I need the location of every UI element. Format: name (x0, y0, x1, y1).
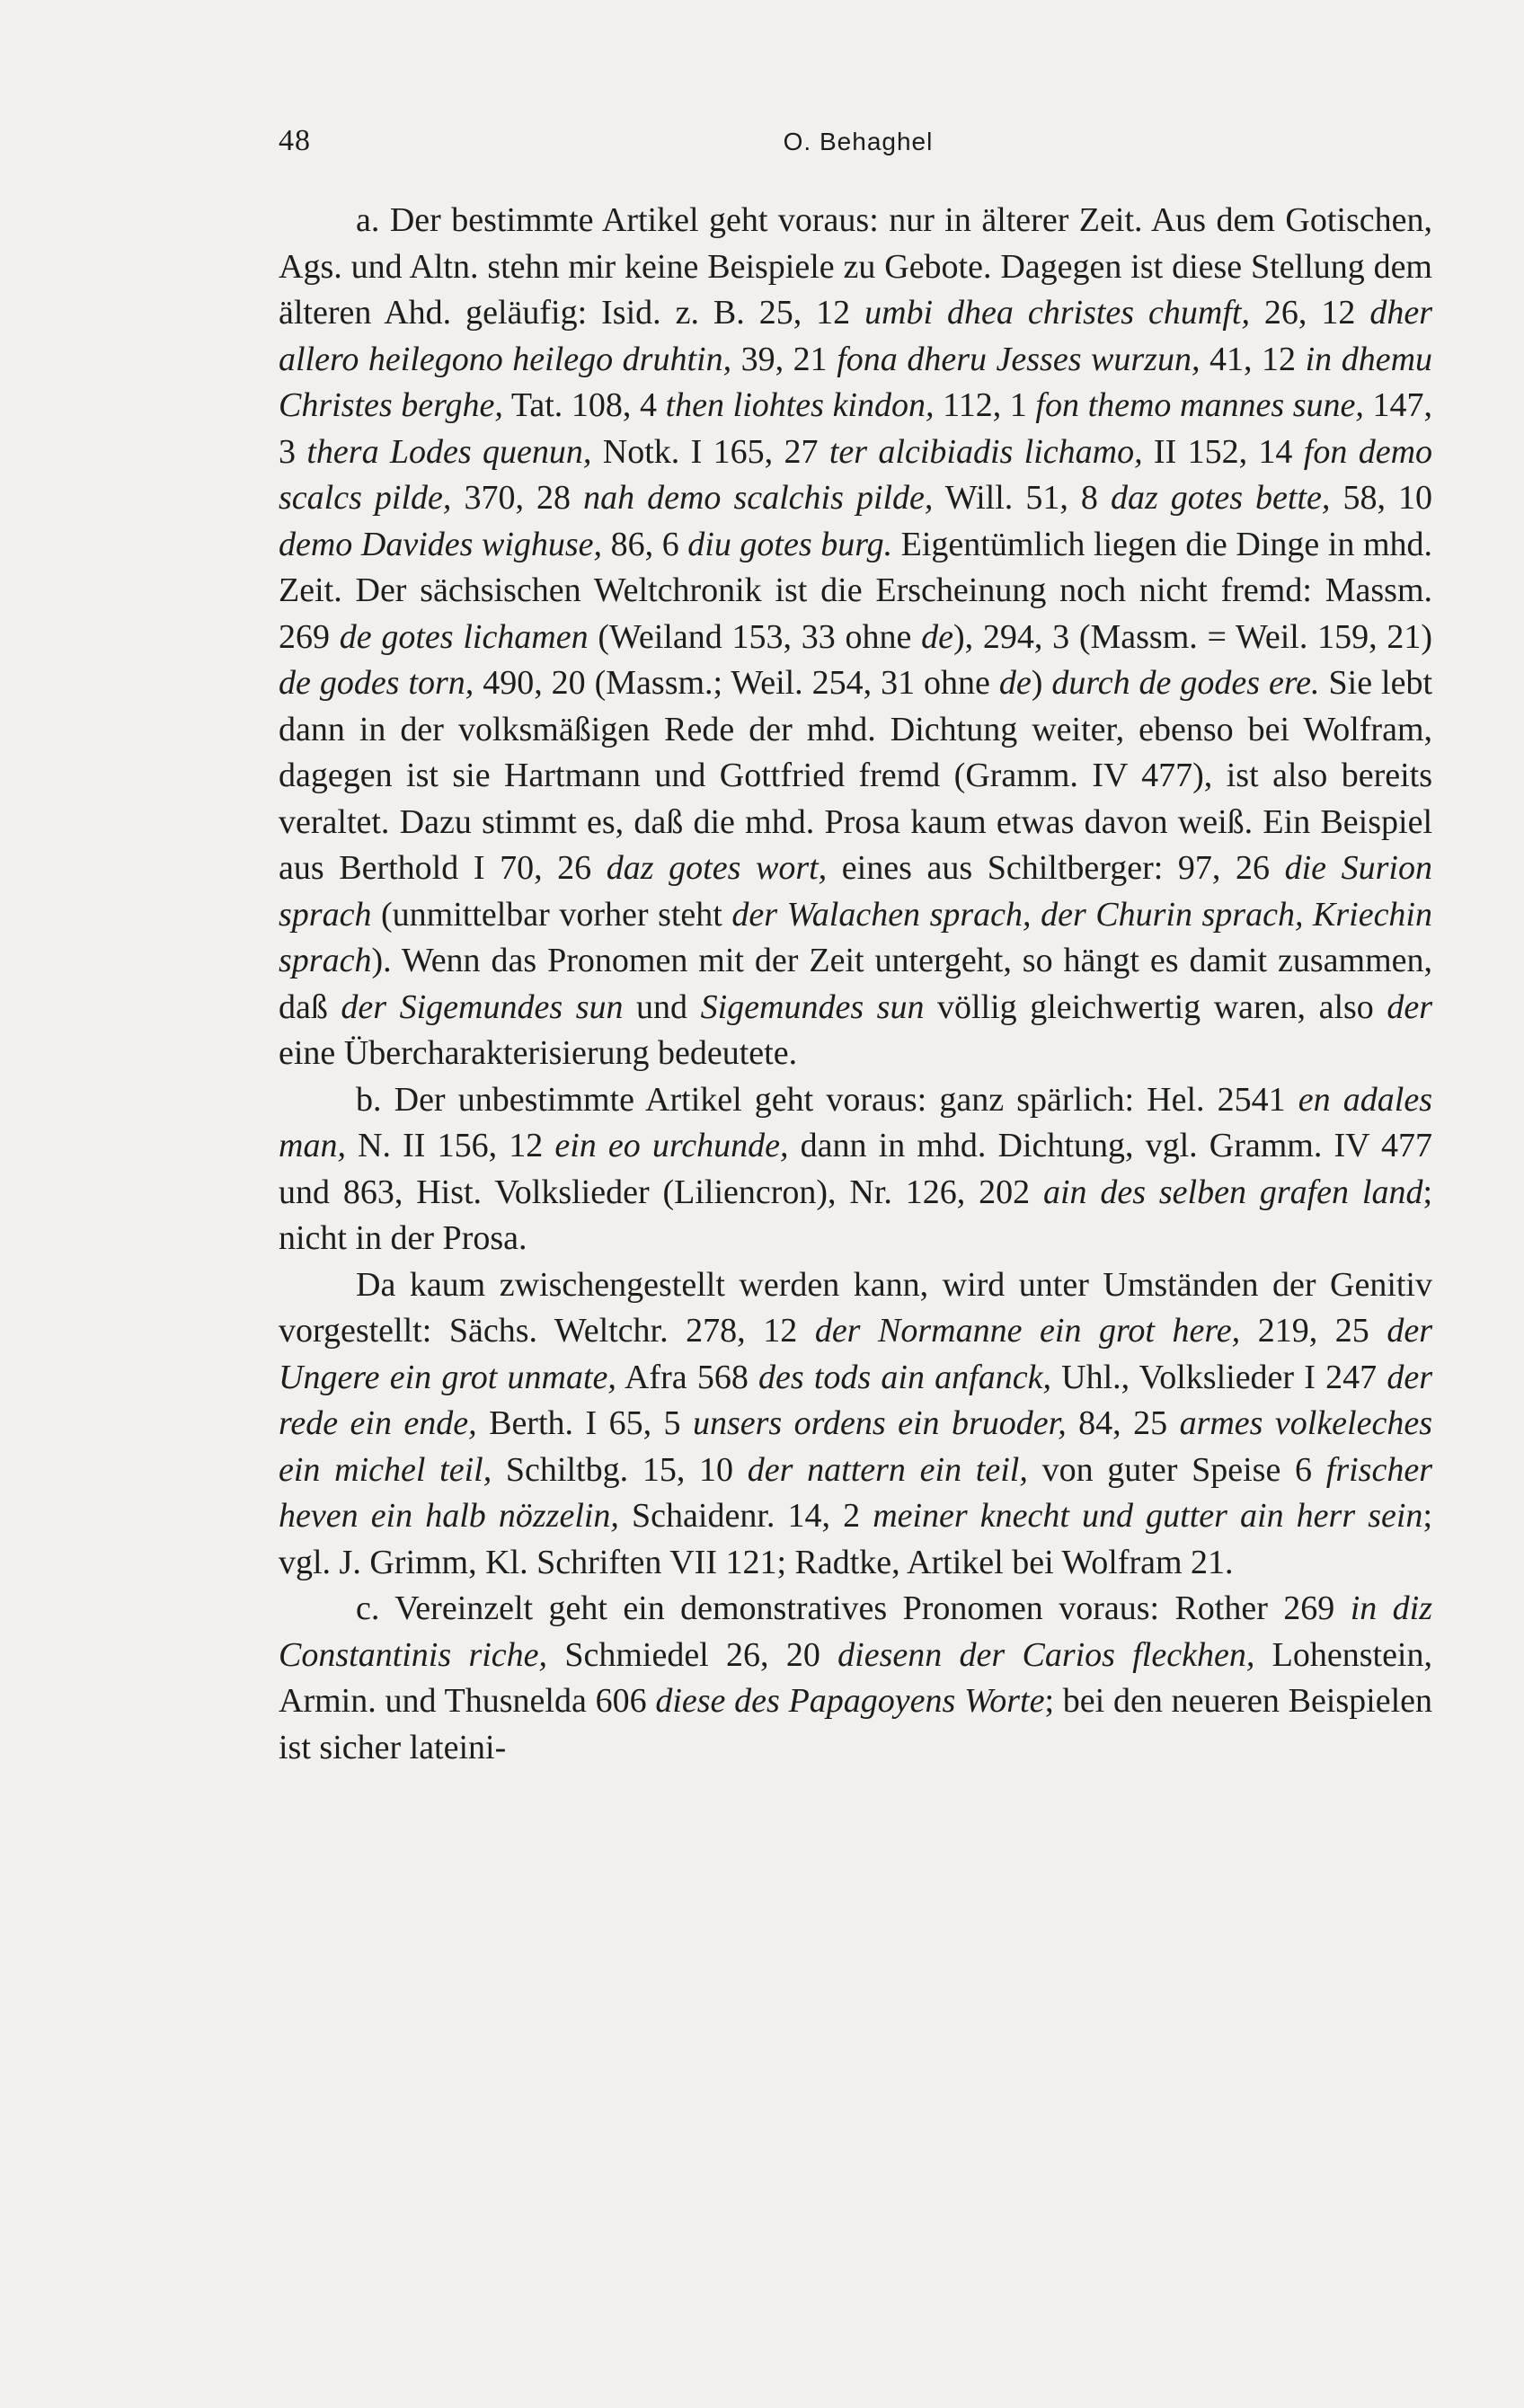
text-run: b. Der unbestimmte Artikel geht voraus: ganz spärlich: Hel. 2541 (356, 1080, 1298, 1119)
text-run: 39, 21 (731, 340, 837, 378)
italic-citation: ain des selben grafen land (1042, 1173, 1423, 1211)
italic-citation: ter alcibiadis lichamo, (828, 432, 1143, 471)
text-run: 219, 25 (1240, 1312, 1387, 1350)
italic-citation: durch de godes ere. (1051, 664, 1320, 702)
italic-citation: meiner knecht und gutter ain herr sein (873, 1497, 1423, 1535)
text-run: und (623, 987, 701, 1026)
text-run: Tat. 108, 4 (502, 386, 666, 424)
italic-citation: der (1387, 987, 1432, 1026)
italic-citation: Sigemundes sun (700, 987, 925, 1026)
text-run: 41, 12 (1200, 340, 1306, 378)
running-title: O. Behaghel (783, 128, 934, 155)
italic-citation: umbi dhea christes chumft, (864, 294, 1250, 332)
italic-citation: der Walachen sprach, der Churin sprach, Kriechin sprach (279, 895, 1432, 979)
text-run: eines aus Schiltberger: 97, 26 (827, 849, 1285, 887)
italic-citation: der nattern ein teil, (747, 1450, 1028, 1489)
page-header (279, 124, 1438, 169)
italic-citation: diu gotes burg. (687, 525, 893, 563)
italic-citation: daz gotes bette, (1110, 479, 1331, 517)
italic-citation: nah demo scalchis pilde, (583, 479, 934, 517)
page-number: 48 (279, 124, 311, 157)
text-run: Lohenstein, Armin. und Thusnelda 606 (279, 1635, 1432, 1720)
italic-citation: in diz Constantinis riche, (279, 1589, 1432, 1674)
text-run: Afra 568 (616, 1358, 759, 1396)
italic-citation: de gotes lichamen (339, 617, 589, 656)
body-text (279, 198, 1432, 1771)
italic-citation: diese des Papagoyens Worte (655, 1682, 1045, 1720)
text-run: Will. 51, 8 (933, 479, 1111, 517)
text-run: 147, 3 (279, 386, 1432, 471)
text-run: Schaidenr. 14, 2 (618, 1497, 873, 1535)
italic-citation: der Normanne ein grot here, (814, 1312, 1241, 1350)
italic-citation: ein eo urchunde, (554, 1127, 789, 1164)
text-run: (Weiland 153, 33 ohne (588, 617, 922, 656)
text-run: von guter Speise 6 (1027, 1450, 1326, 1489)
italic-citation: de (921, 617, 953, 656)
text-run: eine Übercharakterisierung bedeutete. (279, 1034, 798, 1072)
text-run: 84, 25 (1066, 1404, 1180, 1442)
italic-citation: des tods ain anfanck, (758, 1358, 1051, 1396)
italic-citation: dher allero heilegono heilego druhtin, (279, 294, 1432, 378)
italic-citation: armes volkeleches ein michel teil, (279, 1404, 1432, 1489)
text-run: Schiltbg. 15, 10 (492, 1450, 748, 1489)
italic-citation: fon demo scalcs pilde, (279, 432, 1433, 517)
text-run: N. II 156, 12 (345, 1127, 555, 1164)
text-run: (unmittelbar vorher steht (371, 895, 732, 934)
italic-citation: die Surion sprach (279, 849, 1432, 934)
text-run: 58, 10 (1330, 479, 1433, 517)
text-run: ; bei den neueren Beispielen ist sicher lateini- (279, 1682, 1432, 1766)
italic-citation: der Ungere ein grot unmate, (279, 1312, 1432, 1396)
text-run: Uhl., Volkslieder I 247 (1050, 1358, 1387, 1396)
text-run: a. Der bestimmte Artikel geht voraus: nur in älterer Zeit. Aus dem Gotischen, Ags. und Altn. stehn mir keine Beispiele zu Gebote. Dagegen ist diese Stellung dem älteren Ahd. geläufig: Isid. z. B. 25, 12 (279, 201, 1432, 332)
text-run: 26, 12 (1249, 294, 1370, 332)
italic-citation: de (998, 664, 1032, 702)
text-run: 86, 6 (602, 525, 688, 563)
paragraph-a (279, 198, 1432, 1077)
text-run: Eigentümlich liegen die Dinge in mhd. Zeit. Der sächsischen Weltchronik ist die Erscheinung noch nicht fremd: Massm. 269 (279, 525, 1433, 656)
paragraph-b (279, 1077, 1432, 1262)
italic-citation: then liohtes kindon, (665, 386, 935, 424)
text-run: Schmiedel 26, 20 (547, 1635, 838, 1674)
italic-citation: unsers ordens ein bruoder, (692, 1404, 1067, 1442)
italic-citation: fona dheru Jesses wurzun, (837, 340, 1201, 378)
text-run: ; vgl. J. Grimm, Kl. Schriften VII 121; Radtke, Artikel bei Wolfram 21. (279, 1497, 1432, 1581)
italic-citation: der Sigemundes sun (341, 987, 624, 1026)
text-run: ). Wenn das Pronomen mit der Zeit untergeht, so hängt es damit zusammen, daß (279, 942, 1432, 1026)
italic-citation: demo Davides wighuse, (279, 525, 603, 563)
italic-citation: fon themo mannes sune, (1035, 386, 1364, 424)
text-run: 370, 28 (451, 479, 584, 517)
italic-citation: frischer heven ein halb nözzelin, (279, 1450, 1432, 1535)
text-run: Berth. I 65, 5 (476, 1404, 693, 1442)
text-run: Da kaum zwischengestellt werden kann, wird unter Umständen der Genitiv vorgestellt: Sächs. Weltchr. 278, 12 (279, 1265, 1432, 1350)
italic-citation: der rede ein ende, (279, 1358, 1432, 1442)
italic-citation: diesenn der Carios fleckhen, (837, 1635, 1255, 1674)
text-run: Sie lebt dann in der volksmäßigen Rede der mhd. Dichtung weiter, ebenso bei Wolfram, dagegen ist sie Hartmann und Gottfried fremd (Gramm. IV 477), ist also bereits veraltet. Dazu stimmt es, daß die mhd. Prosa kaum etwas davon weiß. Ein Beispiel aus Berthold I 70, 26 (279, 664, 1432, 887)
text-run: ) (1031, 664, 1052, 702)
text-run: ), 294, 3 (Massm. = Weil. 159, 21) (952, 617, 1432, 656)
text-run: dann in mhd. Dichtung, vgl. Gramm. IV 477 und 863, Hist. Volkslieder (Liliencron), Nr. 126, 202 (279, 1127, 1433, 1211)
italic-citation: daz gotes wort, (606, 849, 828, 887)
paragraph-c (279, 1586, 1432, 1771)
italic-citation: thera Lodes quenun, (306, 432, 592, 471)
paragraph-genitive (279, 1262, 1432, 1587)
text-run: 112, 1 (934, 386, 1036, 424)
text-run: c. Vereinzelt geht ein demonstratives Pronomen voraus: Rother 269 (356, 1589, 1351, 1627)
text-run: ; nicht in der Prosa. (279, 1173, 1433, 1257)
italic-citation: de godes torn, (279, 664, 474, 702)
text-run: Notk. I 165, 27 (591, 432, 829, 471)
text-run: völlig gleichwertig waren, also (924, 987, 1387, 1026)
italic-citation: in dhemu Christes berghe, (279, 340, 1433, 424)
text-run: II 152, 14 (1142, 432, 1304, 471)
text-run: 490, 20 (Massm.; Weil. 254, 31 ohne (474, 664, 999, 702)
italic-citation: en adales man, (279, 1080, 1432, 1164)
